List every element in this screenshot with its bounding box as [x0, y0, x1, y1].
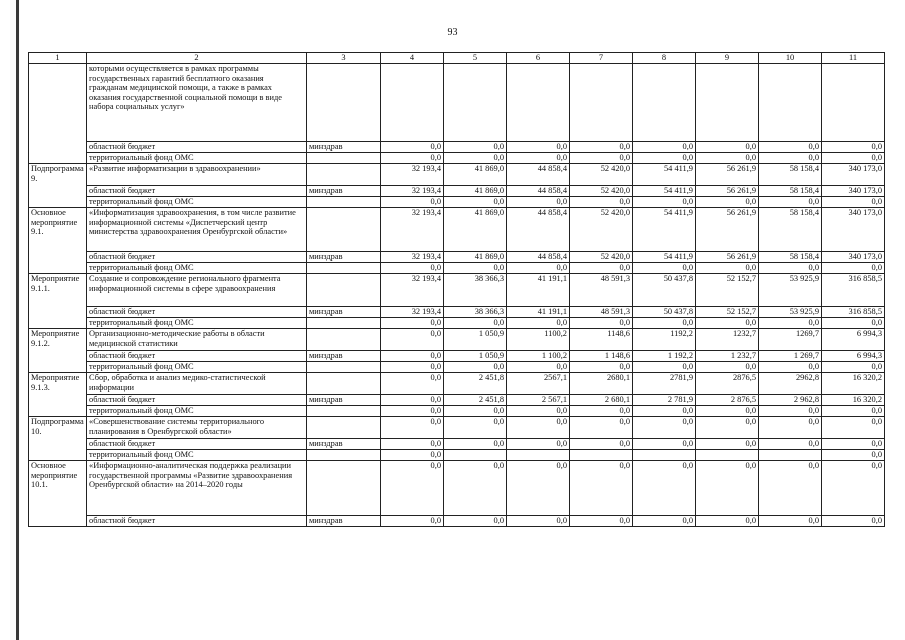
value-cell: 0,0	[381, 516, 444, 527]
header-cell: 7	[570, 53, 633, 64]
table-row	[29, 406, 885, 417]
value-cell: 0,0	[759, 406, 822, 417]
header-row	[29, 53, 885, 64]
value-cell: 2 567,1	[507, 395, 570, 406]
value-cell: 0,0	[822, 461, 885, 516]
value-cell: 0,0	[444, 362, 507, 373]
executor-cell	[307, 153, 381, 164]
executor-cell: минздрав	[307, 351, 381, 362]
description-cell: территориальный фонд ОМС	[87, 153, 307, 164]
description-cell: областной бюджет	[87, 395, 307, 406]
value-cell: 1232,7	[696, 329, 759, 351]
value-cell	[633, 64, 696, 142]
executor-cell	[307, 64, 381, 142]
program-code-cell	[29, 252, 87, 263]
executor-cell: минздрав	[307, 395, 381, 406]
table-row	[29, 208, 885, 252]
value-cell: 0,0	[822, 362, 885, 373]
value-cell: 316 858,5	[822, 307, 885, 318]
description-cell: областной бюджет	[87, 252, 307, 263]
header-cell: 11	[822, 53, 885, 64]
value-cell: 52 420,0	[570, 164, 633, 186]
value-cell: 2781,9	[633, 373, 696, 395]
description-cell: Организационно-методические работы в области медицинской статистики	[87, 329, 307, 351]
value-cell: 1 269,7	[759, 351, 822, 362]
value-cell: 0,0	[633, 516, 696, 527]
table-row	[29, 274, 885, 307]
table-body	[29, 64, 885, 527]
value-cell	[570, 64, 633, 142]
value-cell: 0,0	[381, 153, 444, 164]
table-row	[29, 64, 885, 142]
value-cell: 316 858,5	[822, 274, 885, 307]
value-cell: 1 148,6	[570, 351, 633, 362]
value-cell: 0,0	[759, 439, 822, 450]
value-cell: 52 152,7	[696, 307, 759, 318]
value-cell: 2876,5	[696, 373, 759, 395]
value-cell: 1148,6	[570, 329, 633, 351]
program-code-cell: Основное мероприятие 9.1.	[29, 208, 87, 252]
value-cell	[759, 450, 822, 461]
value-cell: 0,0	[381, 318, 444, 329]
value-cell: 0,0	[759, 516, 822, 527]
value-cell	[822, 64, 885, 142]
value-cell: 50 437,8	[633, 307, 696, 318]
value-cell: 0,0	[507, 362, 570, 373]
value-cell: 0,0	[633, 153, 696, 164]
value-cell: 58 158,4	[759, 208, 822, 252]
program-code-cell: Мероприятие 9.1.2.	[29, 329, 87, 351]
value-cell	[444, 64, 507, 142]
executor-cell	[307, 263, 381, 274]
value-cell: 38 366,3	[444, 274, 507, 307]
value-cell: 0,0	[381, 395, 444, 406]
value-cell	[696, 450, 759, 461]
header-cell: 5	[444, 53, 507, 64]
value-cell: 50 437,8	[633, 274, 696, 307]
value-cell: 0,0	[507, 439, 570, 450]
value-cell: 2 962,8	[759, 395, 822, 406]
description-cell: Создание и сопровождение регионального фрагмента информационной системы в сфере здравоохранения	[87, 274, 307, 307]
description-cell: территориальный фонд ОМС	[87, 362, 307, 373]
value-cell: 41 869,0	[444, 186, 507, 197]
value-cell	[570, 450, 633, 461]
description-cell: территориальный фонд ОМС	[87, 197, 307, 208]
value-cell: 0,0	[381, 142, 444, 153]
value-cell: 0,0	[822, 197, 885, 208]
value-cell: 0,0	[381, 197, 444, 208]
value-cell: 2962,8	[759, 373, 822, 395]
executor-cell: минздрав	[307, 186, 381, 197]
value-cell: 2 680,1	[570, 395, 633, 406]
value-cell: 0,0	[696, 263, 759, 274]
value-cell: 0,0	[822, 142, 885, 153]
value-cell: 0,0	[507, 197, 570, 208]
value-cell	[381, 64, 444, 142]
value-cell: 0,0	[696, 439, 759, 450]
value-cell: 0,0	[696, 417, 759, 439]
value-cell: 54 411,9	[633, 252, 696, 263]
value-cell: 41 191,1	[507, 274, 570, 307]
program-code-cell	[29, 307, 87, 318]
value-cell: 0,0	[444, 406, 507, 417]
value-cell: 0,0	[507, 263, 570, 274]
value-cell: 2 451,8	[444, 395, 507, 406]
value-cell: 0,0	[696, 516, 759, 527]
value-cell: 0,0	[633, 362, 696, 373]
value-cell: 2567,1	[507, 373, 570, 395]
scan-edge	[16, 0, 19, 640]
description-cell: территориальный фонд ОМС	[87, 263, 307, 274]
value-cell: 0,0	[759, 461, 822, 516]
value-cell: 0,0	[444, 461, 507, 516]
value-cell: 0,0	[381, 329, 444, 351]
table-row	[29, 329, 885, 351]
executor-cell	[307, 417, 381, 439]
program-code-cell: Подпрограмма 10.	[29, 417, 87, 439]
value-cell: 48 591,3	[570, 274, 633, 307]
value-cell: 0,0	[444, 142, 507, 153]
executor-cell	[307, 164, 381, 186]
budget-table	[28, 52, 885, 527]
value-cell: 1 232,7	[696, 351, 759, 362]
value-cell: 0,0	[822, 263, 885, 274]
value-cell: 0,0	[444, 417, 507, 439]
value-cell: 0,0	[570, 263, 633, 274]
value-cell: 0,0	[507, 153, 570, 164]
value-cell: 52 152,7	[696, 274, 759, 307]
description-cell: «Информационно-аналитическая поддержка реализации государственной программы «Развитие здравоохранения Оренбургской области» на 2014–2020 годы	[87, 461, 307, 516]
executor-cell: минздрав	[307, 307, 381, 318]
description-cell: «Информатизация здравоохранения, в том числе развитие информационной системы «Диспетчерский центр министерства здравоохранения Оренбургской области»	[87, 208, 307, 252]
value-cell: 0,0	[444, 516, 507, 527]
value-cell: 0,0	[759, 142, 822, 153]
value-cell: 0,0	[570, 439, 633, 450]
description-cell: областной бюджет	[87, 142, 307, 153]
program-code-cell: Основное мероприятие 10.1.	[29, 461, 87, 516]
value-cell: 0,0	[696, 142, 759, 153]
value-cell: 0,0	[696, 318, 759, 329]
table-row	[29, 395, 885, 406]
value-cell: 0,0	[444, 197, 507, 208]
value-cell: 16 320,2	[822, 373, 885, 395]
value-cell: 0,0	[444, 439, 507, 450]
executor-cell	[307, 197, 381, 208]
value-cell: 0,0	[633, 406, 696, 417]
value-cell: 38 366,3	[444, 307, 507, 318]
value-cell: 0,0	[507, 461, 570, 516]
program-code-cell: Подпрограмма 9.	[29, 164, 87, 186]
value-cell: 54 411,9	[633, 208, 696, 252]
description-cell: территориальный фонд ОМС	[87, 406, 307, 417]
value-cell: 0,0	[570, 142, 633, 153]
value-cell: 56 261,9	[696, 208, 759, 252]
value-cell: 0,0	[633, 263, 696, 274]
table-row	[29, 307, 885, 318]
table-row	[29, 197, 885, 208]
executor-cell	[307, 461, 381, 516]
value-cell: 53 925,9	[759, 274, 822, 307]
value-cell	[759, 64, 822, 142]
value-cell: 0,0	[381, 406, 444, 417]
description-cell: «Развитие информатизации в здравоохранении»	[87, 164, 307, 186]
value-cell: 2680,1	[570, 373, 633, 395]
header-cell: 10	[759, 53, 822, 64]
executor-cell: минздрав	[307, 516, 381, 527]
executor-cell	[307, 274, 381, 307]
value-cell: 56 261,9	[696, 252, 759, 263]
value-cell: 0,0	[381, 362, 444, 373]
table-row	[29, 373, 885, 395]
executor-cell	[307, 329, 381, 351]
value-cell: 41 191,1	[507, 307, 570, 318]
description-cell: областной бюджет	[87, 516, 307, 527]
program-code-cell: Мероприятие 9.1.3.	[29, 373, 87, 395]
value-cell: 58 158,4	[759, 252, 822, 263]
executor-cell: минздрав	[307, 439, 381, 450]
table-row	[29, 417, 885, 439]
value-cell: 0,0	[633, 197, 696, 208]
value-cell: 44 858,4	[507, 208, 570, 252]
header-cell: 4	[381, 53, 444, 64]
header-cell: 3	[307, 53, 381, 64]
value-cell: 32 193,4	[381, 252, 444, 263]
description-cell: территориальный фонд ОМС	[87, 450, 307, 461]
table-row	[29, 263, 885, 274]
value-cell: 0,0	[822, 417, 885, 439]
header-cell: 9	[696, 53, 759, 64]
table-row	[29, 516, 885, 527]
program-code-cell	[29, 64, 87, 142]
value-cell: 32 193,4	[381, 307, 444, 318]
table-row	[29, 153, 885, 164]
value-cell: 0,0	[381, 373, 444, 395]
value-cell: 6 994,3	[822, 329, 885, 351]
value-cell: 0,0	[444, 153, 507, 164]
value-cell: 0,0	[570, 406, 633, 417]
table-row	[29, 164, 885, 186]
value-cell: 0,0	[633, 461, 696, 516]
value-cell: 0,0	[633, 142, 696, 153]
value-cell: 0,0	[633, 318, 696, 329]
value-cell: 0,0	[507, 318, 570, 329]
value-cell: 2 451,8	[444, 373, 507, 395]
description-cell: областной бюджет	[87, 186, 307, 197]
value-cell: 0,0	[822, 318, 885, 329]
executor-cell: минздрав	[307, 252, 381, 263]
value-cell: 44 858,4	[507, 252, 570, 263]
value-cell: 54 411,9	[633, 164, 696, 186]
executor-cell	[307, 318, 381, 329]
value-cell: 0,0	[381, 351, 444, 362]
description-cell: областной бюджет	[87, 351, 307, 362]
value-cell: 340 173,0	[822, 164, 885, 186]
value-cell: 1 050,9	[444, 329, 507, 351]
value-cell: 340 173,0	[822, 186, 885, 197]
value-cell: 2 781,9	[633, 395, 696, 406]
table-row	[29, 318, 885, 329]
header-cell: 8	[633, 53, 696, 64]
value-cell: 0,0	[759, 197, 822, 208]
program-code-cell	[29, 186, 87, 197]
value-cell: 340 173,0	[822, 252, 885, 263]
program-code-cell	[29, 362, 87, 373]
value-cell: 0,0	[507, 406, 570, 417]
value-cell: 0,0	[696, 461, 759, 516]
value-cell: 0,0	[570, 197, 633, 208]
value-cell: 1 100,2	[507, 351, 570, 362]
value-cell: 0,0	[822, 406, 885, 417]
header-cell: 6	[507, 53, 570, 64]
description-cell: областной бюджет	[87, 439, 307, 450]
value-cell: 1192,2	[633, 329, 696, 351]
executor-cell	[307, 450, 381, 461]
value-cell: 2 876,5	[696, 395, 759, 406]
program-code-cell	[29, 395, 87, 406]
value-cell: 56 261,9	[696, 186, 759, 197]
value-cell: 0,0	[759, 263, 822, 274]
description-cell: территориальный фонд ОМС	[87, 318, 307, 329]
value-cell: 41 869,0	[444, 252, 507, 263]
value-cell: 1 192,2	[633, 351, 696, 362]
value-cell: 0,0	[381, 439, 444, 450]
table-row	[29, 439, 885, 450]
value-cell: 1 050,9	[444, 351, 507, 362]
value-cell: 0,0	[570, 318, 633, 329]
program-code-cell	[29, 439, 87, 450]
value-cell	[507, 450, 570, 461]
value-cell	[696, 64, 759, 142]
value-cell: 0,0	[381, 417, 444, 439]
program-code-cell: Мероприятие 9.1.1.	[29, 274, 87, 307]
value-cell: 0,0	[759, 362, 822, 373]
executor-cell: минздрав	[307, 142, 381, 153]
executor-cell	[307, 373, 381, 395]
value-cell: 0,0	[570, 362, 633, 373]
table-row	[29, 450, 885, 461]
value-cell: 44 858,4	[507, 164, 570, 186]
table-row	[29, 362, 885, 373]
executor-cell	[307, 208, 381, 252]
value-cell: 58 158,4	[759, 164, 822, 186]
program-code-cell	[29, 263, 87, 274]
value-cell: 32 193,4	[381, 274, 444, 307]
executor-cell	[307, 362, 381, 373]
value-cell: 0,0	[444, 263, 507, 274]
value-cell: 52 420,0	[570, 252, 633, 263]
value-cell: 1269,7	[759, 329, 822, 351]
page-number: 93	[447, 27, 458, 38]
executor-cell	[307, 406, 381, 417]
program-code-cell	[29, 142, 87, 153]
value-cell: 0,0	[507, 142, 570, 153]
value-cell: 0,0	[696, 197, 759, 208]
value-cell	[444, 450, 507, 461]
table-row	[29, 252, 885, 263]
description-cell: Сбор, обработка и анализ медико-статистической информации	[87, 373, 307, 395]
value-cell: 0,0	[696, 153, 759, 164]
description-cell: областной бюджет	[87, 307, 307, 318]
value-cell: 0,0	[822, 439, 885, 450]
value-cell: 32 193,4	[381, 164, 444, 186]
header-cell: 2	[87, 53, 307, 64]
value-cell: 0,0	[822, 516, 885, 527]
value-cell: 340 173,0	[822, 208, 885, 252]
value-cell: 32 193,4	[381, 208, 444, 252]
value-cell: 0,0	[570, 461, 633, 516]
value-cell: 44 858,4	[507, 186, 570, 197]
value-cell: 41 869,0	[444, 164, 507, 186]
value-cell: 0,0	[570, 417, 633, 439]
value-cell: 32 193,4	[381, 186, 444, 197]
value-cell: 0,0	[507, 516, 570, 527]
value-cell: 0,0	[507, 417, 570, 439]
value-cell: 6 994,3	[822, 351, 885, 362]
value-cell: 0,0	[822, 153, 885, 164]
value-cell: 0,0	[381, 461, 444, 516]
value-cell: 56 261,9	[696, 164, 759, 186]
value-cell: 53 925,9	[759, 307, 822, 318]
value-cell: 0,0	[444, 318, 507, 329]
program-code-cell	[29, 406, 87, 417]
program-code-cell	[29, 153, 87, 164]
program-code-cell	[29, 197, 87, 208]
value-cell: 0,0	[570, 153, 633, 164]
value-cell: 0,0	[759, 153, 822, 164]
value-cell: 0,0	[759, 318, 822, 329]
description-cell: «Совершенствование системы территориального планирования в Оренбургской области»	[87, 417, 307, 439]
table-row	[29, 186, 885, 197]
value-cell: 0,0	[696, 362, 759, 373]
value-cell: 54 411,9	[633, 186, 696, 197]
value-cell: 0,0	[696, 406, 759, 417]
value-cell: 48 591,3	[570, 307, 633, 318]
value-cell	[507, 64, 570, 142]
value-cell: 0,0	[381, 263, 444, 274]
value-cell: 52 420,0	[570, 186, 633, 197]
value-cell: 16 320,2	[822, 395, 885, 406]
table-row	[29, 461, 885, 516]
value-cell: 0,0	[759, 417, 822, 439]
program-code-cell	[29, 318, 87, 329]
value-cell: 52 420,0	[570, 208, 633, 252]
value-cell: 41 869,0	[444, 208, 507, 252]
value-cell: 0,0	[633, 439, 696, 450]
value-cell: 58 158,4	[759, 186, 822, 197]
value-cell: 0,0	[570, 516, 633, 527]
value-cell: 0,0	[381, 450, 444, 461]
table-row	[29, 142, 885, 153]
program-code-cell	[29, 450, 87, 461]
description-cell: которыми осуществляется в рамках программы государственных гарантий бесплатного оказания гражданам медицинской помощи, а также в рамках оказания государственной социальной помощи в виде набора социальных услуг»	[87, 64, 307, 142]
value-cell: 0,0	[633, 417, 696, 439]
value-cell	[633, 450, 696, 461]
program-code-cell	[29, 351, 87, 362]
value-cell: 1100,2	[507, 329, 570, 351]
value-cell: 0,0	[822, 450, 885, 461]
program-code-cell	[29, 516, 87, 527]
header-cell: 1	[29, 53, 87, 64]
table-row	[29, 351, 885, 362]
